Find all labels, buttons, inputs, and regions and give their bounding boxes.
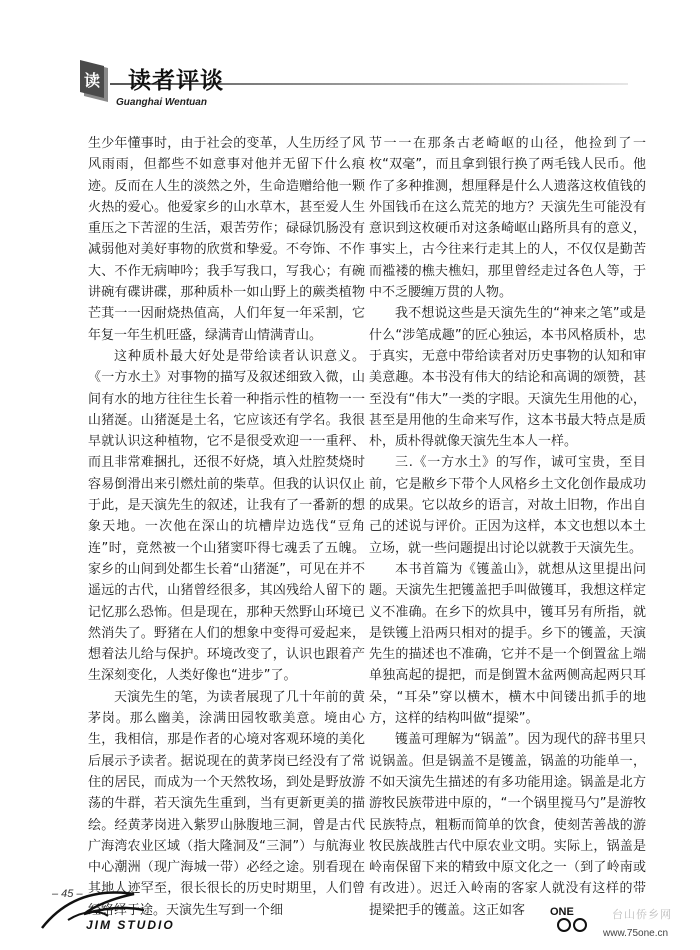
- watermark-url: www.75one.cn: [603, 928, 669, 939]
- paragraph: 我不想说这些是天演先生的“神来之笔”或是什么“涉笔成趣”的匠心独运，本书风格质朴，忠于真实，无意中带给读者对历史事物的认知和审美意趣。本书没有伟大的结论和高调的颂赞，甚至没有“伟大”一类的字眼。天演先生用他的心，甚至是用他的生命来写作，这本书最大特点是质朴，质朴得就像天演先生本人一样。: [369, 306, 646, 450]
- watermark-logo-icon: [548, 903, 600, 933]
- page-number: – 45 –: [52, 888, 83, 900]
- studio-credit: JIM STUDIO: [86, 918, 175, 932]
- logo-char: 读: [83, 71, 101, 90]
- paragraph: 三.《一方水土》的写作，诚可宝贵，至目前，它是敝乡下带个人风格乡土文化创作最成功的成果。它以故乡的语言，对故土旧物，作出自己的述说与评价。正因为这样，本文也想以本土立场，就一些问题提出讨论以就教于天演先生。: [369, 455, 646, 556]
- paragraph: 节一一在那条古老崎岖的山径，他捡到了一枚“双毫”，而且拿到银行换了两毛钱人民币。他作了多种推测，想厘释是什么人遗落这枚值钱的外国钱币在这么荒芜的地方？天演先生可能没有意识到这枚硬币对这条崎岖山路所具有的意义，事实上，古今往来行走其上的人，不仅仅是勤苦而褴褛的樵夫樵妇，那里曾经走过各色人等，于中不乏腰缠万贯的人物。: [369, 136, 646, 301]
- paragraph: 本书首篇为《镬盖山》，就想从这里提出问题。天演先生把镬盖把手叫做镬耳，我想这样定义不准确。在乡下的炊具中，镬耳另有所指，就是铁镬上沿两只相对的提手。乡下的镬盖，天演先生的描述也不准确，它并不是一个倒置盆上端单独高起的提把，而是倒置木盆两侧高起两只耳朵，“耳朵”穿以横木，横木中间镂出抓手的地方，这样的结构叫做“提梁”。: [369, 561, 646, 727]
- watermark-logo-text: ONE: [550, 906, 574, 918]
- column-title: 读者评谈: [128, 68, 224, 94]
- left-text-column: [88, 133, 365, 921]
- paragraph: 生少年懂事时，由于社会的变革，人生历经了风风雨雨，但都些不如意事对他并无留下什么痕迹。反而在人生的淡然之外，生命造赠给他一颗火热的爱心。他爱家乡的山水草木，甚至爱人生重压之下苦涩的生活，艰苦劳作；碌碌饥肠没有减弱他对美好事物的欣赏和挚爱。不夸饰、不作大、不作无病呻吟；我手写我口，写我心；有碗讲碗有碟讲碟，那种质朴一如山野上的蕨类植物芒萁一一因耐烧热值高，人们年复一年采割，它年复一年生机旺盛，绿满青山情满青山。: [88, 136, 365, 343]
- page-header: [0, 0, 700, 120]
- watermark-text: 台山侨乡网: [612, 908, 672, 921]
- paragraph: 这种质朴最大好处是带给读者认识意义。《一方水土》对事物的描写及叙述细致入微，山间有水的地方往往生长着一种指示性的植物一一山猪涎。山猪涎是土名，它应该还有学名。我很早就认识这种植物，它不是很受欢迎一一重秤、而且非常难捆扎，还很不好烧，填入灶腔焚烧时容易倒滑出来引燃灶前的柴草。但我的认识仅止于此，是天演先生的叙述，让我有了一番新的想象天地。一次他在深山的坑槽岸边选伐“豆角连”时，竟然被一个山猪窦吓得七魂丢了五魄。家乡的山间到处都生长着“山猪涎”，可见在并不遥远的古代，山猪曾经很多，其凶残给人留下的记忆那么恐怖。但是现在，那种天然野山环境已然消失了。野猪在人们的想象中变得可爱起来，想着法儿给与保护。环境改变了，认识也跟着产生深刻变化，人类好像也“进步”了。: [88, 348, 365, 684]
- paragraph: 镬盖可理解为“锅盖”。因为现代的辞书里只说锅盖。但是锅盖不是镬盖，锅盖的功能单一，不如天演先生描述的有多功能用途。锅盖是北方游牧民族带进中原的，“一个锅里搅马勺”是游牧民族特点，粗粝而简单的饮食，使刻苦善战的游牧民族战胜古代中原农业文明。实际上，锅盖是岭南保留下来的精致中原文化之一（到了岭南或有改进）。迟迁入岭南的客家人就没有这样的带提梁把手的镬盖。这正如客: [369, 732, 646, 918]
- right-text-column: [369, 133, 646, 921]
- paragraph: 天演先生的笔，为读者展现了几十年前的黄茅岗。那么幽美，涂满田园牧歌美意。境由心生，我相信，那是作者的心境对客观环境的美化后展示予读者。据说现在的黄茅岗已经没有了常住的居民，而成为一个天然牧场，到处是野放游荡的牛群，若天演先生重到，当有更新更美的描绘。经黄茅岗进入紫罗山脉腹地三洞，曾是古代广海湾农业区域（指大隆洞及“三洞”）与航海业中心潮洲（现广海城一带）必经之途。别看现在其地人迹罕至，很长很长的历史时期里，人们曾经络绎于途。天演先生写到一个细: [88, 689, 365, 918]
- column-subtitle: Guanghai Wentuan: [116, 97, 207, 108]
- column-logo-icon: [78, 58, 112, 104]
